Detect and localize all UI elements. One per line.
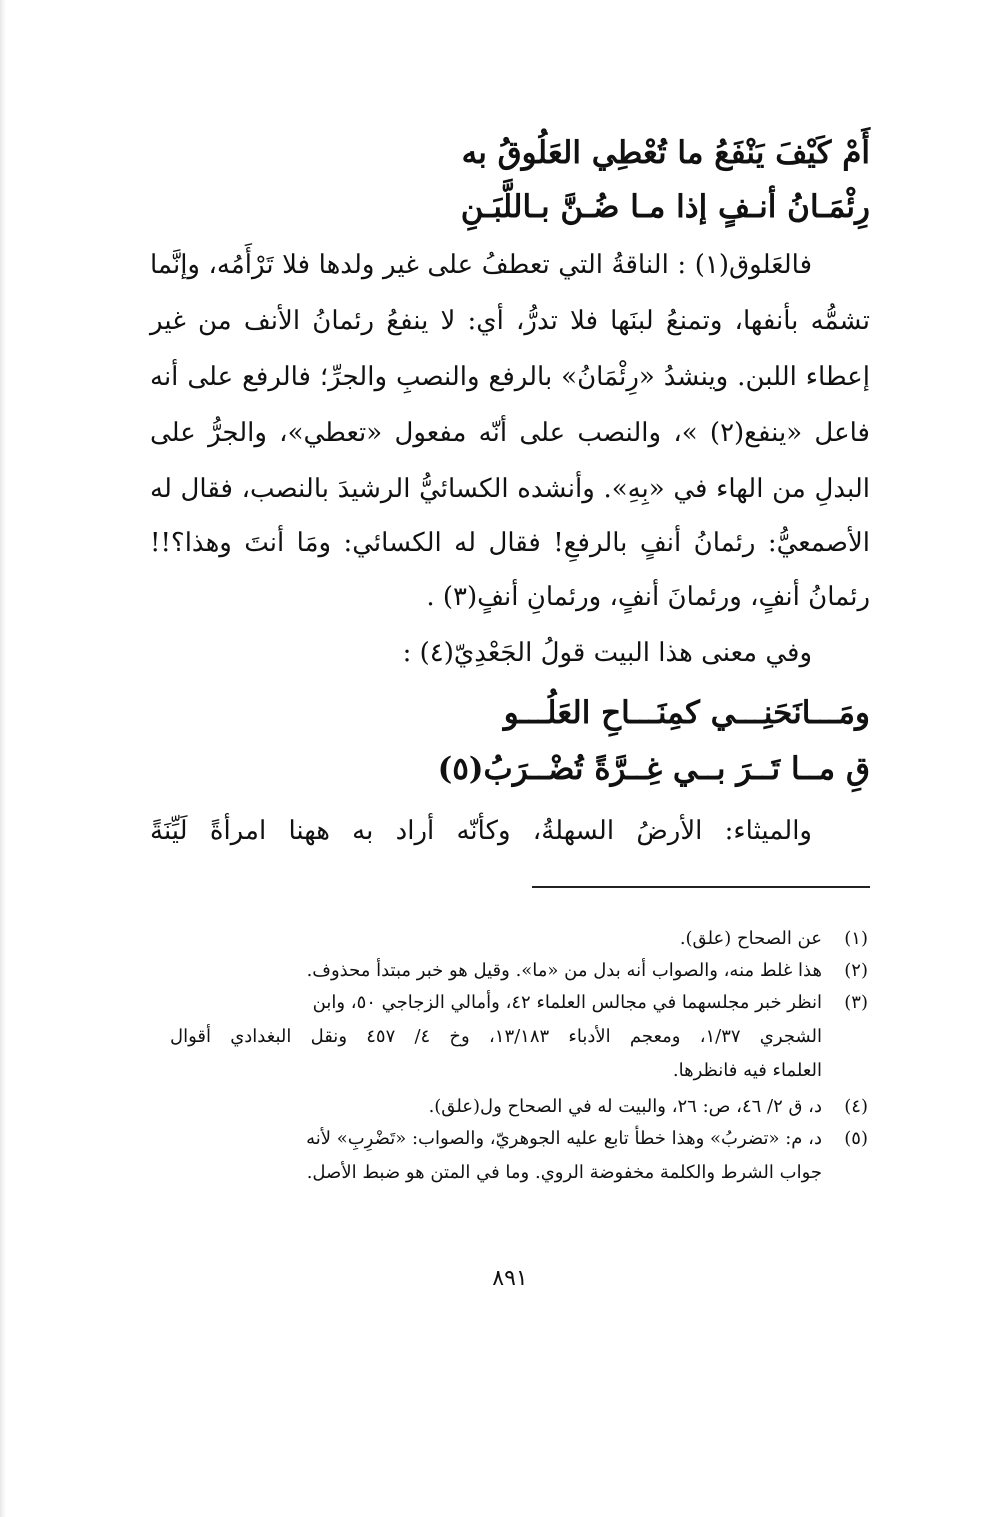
footnote-number: (٣) <box>844 992 868 1013</box>
footnote-5 <box>170 1130 868 1148</box>
paragraph-line: إعطاء اللبن. وينشدُ «رِئْمَانُ» بالرفع والنصبِ والجرِّ؛ فالرفع على أنه <box>150 362 870 392</box>
verse-line-1: أَمْ كَيْفَ يَنْفَعُ ما تُعْطِي العَلُوقُ به <box>461 135 870 171</box>
footnote-3 <box>170 994 868 1012</box>
paragraph-line: رئمانُ أنفٍ، ورئمانَ أنفٍ، ورئمانِ أنفٍ(٣) . <box>426 582 870 612</box>
paragraph-line: فالعَلوق(١) : الناقةُ التي تعطفُ على غير ولدها فلا تَرْأَمُه، وإنَّما <box>150 250 812 280</box>
footnote-number: (٤) <box>844 1096 868 1117</box>
footnote-number: (٢) <box>844 960 868 981</box>
footnote-5-line-2: جواب الشرط والكلمة مخفوضة الروي. وما في المتن هو ضبط الأصل. <box>306 1162 822 1183</box>
page-number: ٨٩١ <box>492 1266 528 1291</box>
footnote-text: هذا غلط منه، والصواب أنه بدل من «ما». وقيل هو خبر مبتدأ محذوف. <box>306 960 822 981</box>
paragraph-line: فاعل «ينفع(٢) »، والنصب على أنّه مفعول «تعطي»، والجرُّ على <box>150 418 870 448</box>
footnote-3-line-2: الشجري ١/٣٧، ومعجم الأدباء ١٣/١٨٣، وخ ٤/ ٤٥٧ ونقل البغدادي أقوال <box>170 1026 822 1047</box>
verse-line-2: رِئْمَـانُ أنـفٍ إذا مـا ضُـنَّ بـاللَّبَـنِ <box>460 189 870 225</box>
paragraph-line: وفي معنى هذا البيت قولُ الجَعْدِيّ(٤) : <box>402 638 812 668</box>
footnote-text: عن الصحاح (علق). <box>679 928 822 949</box>
paragraph-line: الأصمعيُّ: رئمانُ أنفٍ بالرفعِ! فقال له الكسائي: ومَا أنتَ وهذا؟!! <box>150 528 870 558</box>
footnote-number: (٥) <box>844 1128 868 1149</box>
verse-line-4: قِ مــا تَــرَ بــي غِــرَّةً تُضْــرَبُ(٥) <box>437 751 870 787</box>
footnote-1 <box>170 930 868 948</box>
footnote-3-line-3: العلماء فيه فانظرها. <box>672 1060 822 1081</box>
footnote-text: د، م: «تضربُ» وهذا خطأ تابع عليه الجوهريّ، والصواب: «تَضْرِبِ» لأنه <box>306 1128 822 1149</box>
footnote-text: د، ق ٢/ ٤٦، ص: ٢٦، والبيت له في الصحاح ول(علق). <box>428 1096 822 1117</box>
footnote-text: انظر خبر مجلسهما في مجالس العلماء ٤٢، وأمالي الزجاجي ٥٠، وابن <box>312 992 822 1013</box>
paragraph-line: والميثاء: الأرضُ السهلةُ، وكأنّه أراد به ههنا امرأةً لَيِّنَةً <box>150 816 812 846</box>
paragraph-line: البدلِ من الهاء في «بِهِ». وأنشده الكسائيُّ الرشيدَ بالنصب، فقال له <box>150 474 870 504</box>
verse-line-3: ومَـــانَحَنِـــي كمِنَـــاحِ العَلُـــو <box>503 695 870 731</box>
footnote-number: (١) <box>844 928 868 949</box>
footnote-separator <box>532 886 870 888</box>
footnote-2 <box>170 962 868 980</box>
footnote-4 <box>170 1098 868 1116</box>
page-edge-shadow <box>0 0 6 1517</box>
paragraph-line: تشمُّه بأنفها، وتمنعُ لبنَها فلا تدرُّ، أي: لا ينفعُ رئمانُ الأنف من غير <box>150 306 870 336</box>
